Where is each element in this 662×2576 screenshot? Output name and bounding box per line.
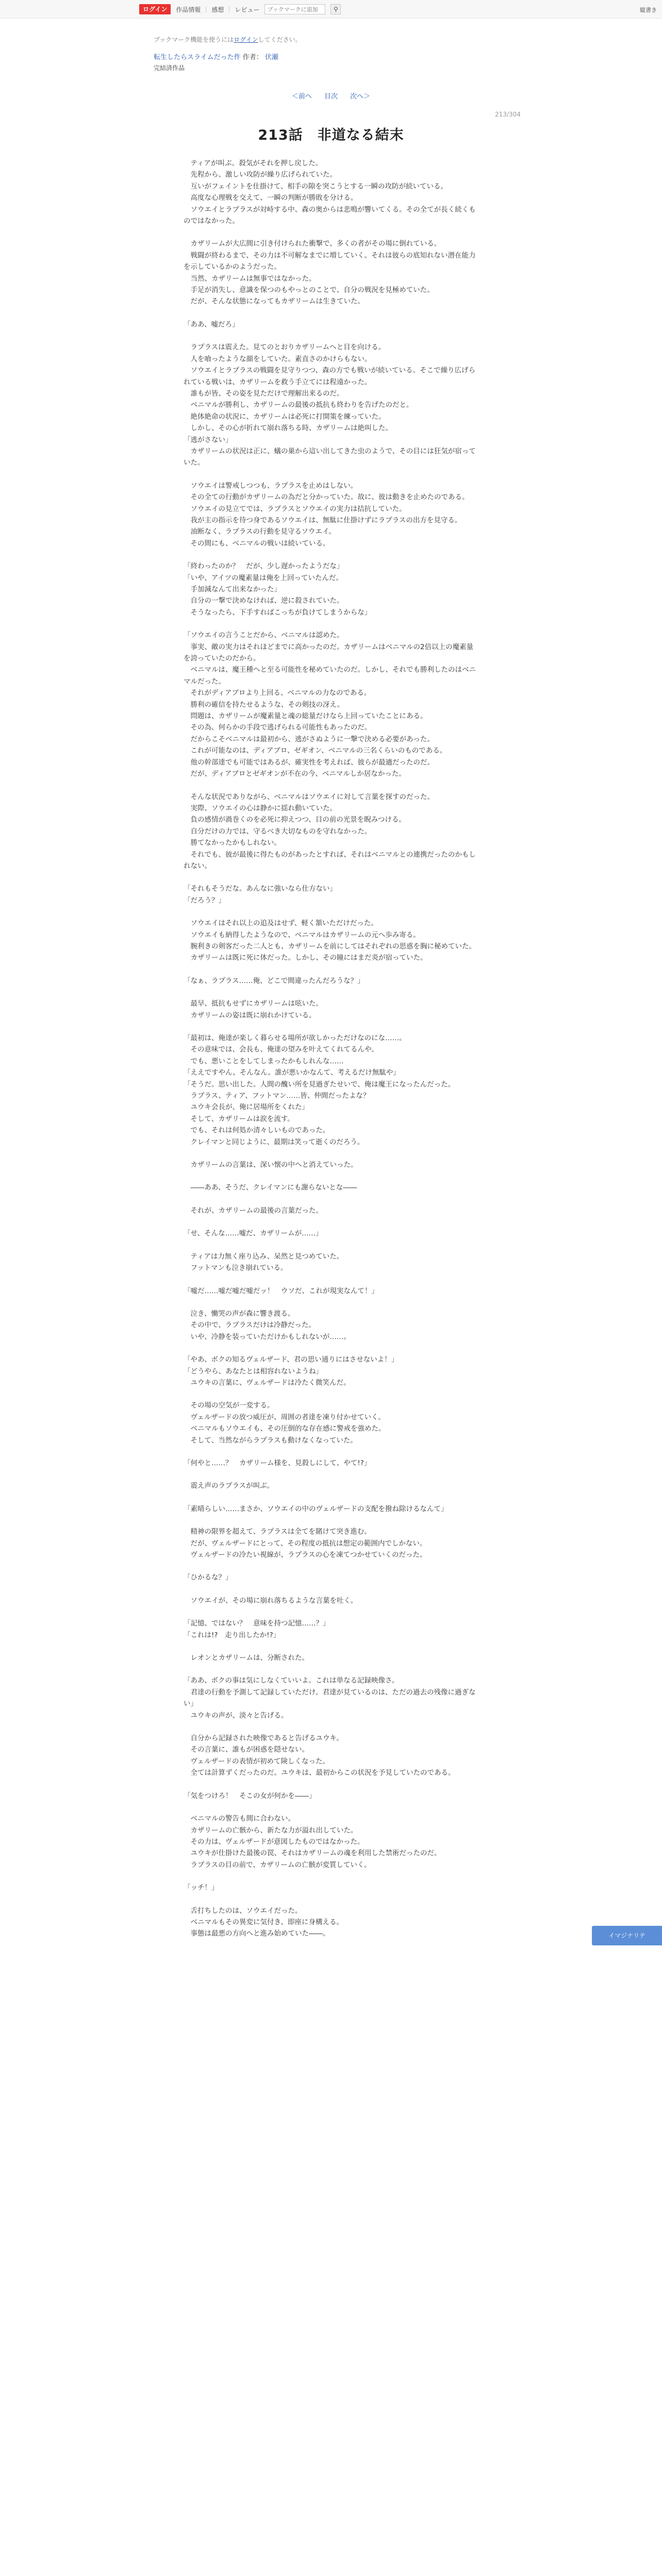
next-chapter-link[interactable]: 次へ＞ <box>350 93 371 100</box>
side-bookmark-tab[interactable]: イマジナリテ <box>592 1926 662 1945</box>
series-status: 完結済作品 <box>154 64 185 72</box>
top-navigation <box>139 4 341 14</box>
paragraph: 「ああ、嘘だろ」 <box>184 320 239 329</box>
paragraph: ソウエイが、その場に崩れ落ちるような言葉を吐く。 <box>184 1596 358 1605</box>
author-link[interactable]: 伏瀬 <box>264 54 278 61</box>
paragraph: 「終わったのか？ だが、少し遅かったようだな」 「いや、アイツの魔素量は俺を上回っていたんだ。 手加減なんて出来なかった」 自分の一撃で決めなければ、逆に殺されていた。 そうなったら、下手すればこっちが負けてしまうからな」 <box>184 562 372 617</box>
paragraph: 「ソウエイの言うことだから、ベニマルは認めた。 事実、敵の実力はそれほどまでに高かったのだ。カザリームはベニマルの2倍以上の魔素量を誇っていたのだから。 ベニマルは、魔王種へと至る可能性を秘めていたのだ。しかし、それでも勝利したのはベニマルだった。 それがディアブロより上回る、ベニマルの力なのである。 勝利の確信を持たせるような、その剣技の冴え。 問題は、カザリームが魔素量と魂の総量だけなら上回っていたことにある。 その為、何らかの手段で逃げられる可能性もあったのだ。 だからこそベニマルは最初から、逃がさぬように一撃で決める必要があった。 これが可能なのは、ディアブロ、ゼギオン、ベニマルの三名くらいのものである。 他の幹部達でも可能ではあるが、確実性を考えれば、彼らが最適だったのだ。 だが、ディアブロとゼギオンが不在の今、ベニマルしか居なかった。 <box>184 631 476 778</box>
paragraph: 「それもそうだな。あんなに強いなら仕方ない」 「だろう？」 <box>184 885 337 905</box>
paragraph: 「気をつけろ！ そこの女が何かを――」 <box>184 1791 316 1800</box>
paragraph: ティアが叫ぶ。殺気がそれを押し戻した。 先程から、激しい攻防が繰り広げられていた。 互いがフェイントを仕掛けて、相手の隙を突こうとする一瞬の攻防が続いている。 高度な心理戦を交えて、一瞬の判断が勝敗を分ける。 ソウエイとラプラスが対峙する中、森の奥からは悲鳴が響いてくる。その全てが長く続くものではなかった。 <box>184 159 476 226</box>
paragraph: ――ああ、そうだ、クレイマンにも謝らないとな―― <box>184 1183 357 1192</box>
paragraph: 「記憶、ではない？ 意味を持つ記憶……？」 「これは!? 走り出したか!?」 <box>184 1619 330 1639</box>
paragraph: 「やあ、ボクの知るヴェルザード、君の思い通りにはさせないよ！」 「どうやら、あなたとは相容れないようね」 ユウキの言葉に、ヴェルザードは冷たく微笑んだ。 <box>184 1355 399 1387</box>
paragraph: 「最初は、俺達が楽しく暮らせる場所が欲しかっただけなのにな……。 その意味では、会長も、俺達の望みを叶えてくれてるんや。 でも、悪いことをしてしまったかもしれんな…… 「ええですやん、そんなん。誰が悪いかなんて、考えるだけ無駄や」 「そうだ。思い出した。人間の醜い所を見過ぎたせいで、俺は魔王になったんだった。 ラプラス、ティア、フットマン……皆、仲間だったよな？ ユウキ会長が、俺に居場所をくれた」 そして、カザリームは涙を流す。 でも、それは何処か清々しいものであった。 クレイマンと同じように、最期は笑って逝くのだろう。 <box>184 1034 455 1146</box>
notice-login-link[interactable]: ログイン <box>234 36 258 43</box>
episode-number: 213/304 <box>495 111 521 118</box>
paragraph: ソウエイは警戒しつつも、ラプラスを止めはしない。 その全ての行動がカザリームの為だと分かっていた。故に、彼は動きを止めたのである。 ソウエイの見立てでは、ラプラスとソウエイの実力は拮抗していた。 我が主の指示を待つ身であるソウエイは、無駄に仕掛けずにラプラスの出方を見守る。 油断なく、ラプラスの行動を見守るソウエイ。 その間にも、ベニマルの戦いは続いている。 <box>190 481 469 548</box>
paragraph: 「ああ、ボクの事は気にしなくていいよ。これは単なる記録映像さ。 君達の行動を予測して記録していただけ。君達が見ているのは、ただの過去の残像に過ぎない」 ユウキの声が、淡々と告げる。 <box>184 1676 476 1720</box>
paragraph: ティアは力無く座り込み、呆然と見つめていた。 フットマンも泣き崩れている。 <box>190 1252 344 1273</box>
paragraph: カザリームの言葉は、深い懐の中へと消えていった。 <box>184 1161 358 1170</box>
author-label: 作者： <box>242 54 263 61</box>
paragraph: 「ひかるな？」 <box>184 1573 233 1582</box>
paragraph: 精神の限界を超えて、ラプラスは全てを賭けて突き進む。 だが、ヴェルザードにとって、その程度の抵抗は想定の範囲内でしかない。 ヴェルザードの冷たい視線が、ラプラスの心を凍てつかせていくのだった。 <box>190 1528 427 1559</box>
paragraph: 「素晴らしい……まさか、ソウエイの中のヴェルザードの支配を撥ね除けるなんて」 <box>184 1504 448 1513</box>
table-of-contents-link[interactable]: 目次 <box>324 93 338 100</box>
notice-text-before: ブックマーク機能を使うには <box>154 36 234 43</box>
paragraph: カザリームが大広間に引き付けられた衝撃で、多くの者がその場に倒れている。 戦闘が終わるまで、その力は不可解なまでに増していく。それは彼らの底知れない潜在能力を示しているかのようだった。 当然、カザリームは無事ではなかった。 手足が消失し、意識を保つのもやっとのことで、自分の戦況を見極めていた。 だが、そんな状態になってもカザリームは生きていた。 <box>184 240 476 306</box>
series-line <box>154 53 515 63</box>
paragraph: 「なぁ、ラプラス……俺、どこで間違ったんだろうな？」 <box>184 976 365 985</box>
search-icon[interactable]: ⚲ <box>330 4 341 14</box>
nav-impressions[interactable]: 感想 <box>211 6 224 13</box>
bookmark-input[interactable] <box>264 4 325 14</box>
vertical-writing-toggle[interactable]: 縦書き <box>640 7 657 13</box>
paragraph: それが、カザリームの最後の言葉だった。 <box>184 1206 323 1215</box>
chapter-title: 213話 非道なる結末 <box>258 127 404 143</box>
paragraph: 泣き、慟哭の声が森に響き渡る。 その中で、ラプラスだけは冷静だった。 いや、冷静を装っていただけかもしれないが……。 <box>190 1309 351 1341</box>
series-header <box>154 53 515 73</box>
top-navigation-bar <box>0 0 662 19</box>
paragraph: そんな状況でありながら、ベニマルはソウエイに対して言葉を探すのだった。 実際、ソウエイの心は静かに揺れ動いていた。 負の感情が渦巻くのを必死に抑えつつ、目の前の光景を睨みつける。 自分だけの力では、守るべき大切なものを守れなかった。 勝てなかったかもしれない。 それでも、彼が最後に得たものがあったとすれば、それはベニマルとの連携だったのかもしれない。 <box>184 792 476 870</box>
paragraph: ソウエイはそれ以上の追及はせず、軽く頷いただけだった。 ソウエイも納得したようなので、ベニマルはカザリームの元へ歩み寄る。 腕利きの剣客だった二人とも、カザリームを前にしてはそれぞれの思惑を胸に秘めていた。 カザリームは既に死に体だった。しかし、その瞳にはまだ炎が宿っていた。 <box>190 919 476 962</box>
paragraph: レオンとカザリームは、分断された。 <box>184 1654 309 1663</box>
nav-work-info[interactable]: 作品情報 <box>176 6 201 13</box>
paragraph: 最早、抵抗もせずにカザリームは呟いた。 カザリームの姿は既に崩れかけている。 <box>190 999 323 1020</box>
login-button[interactable]: ログイン <box>139 4 171 14</box>
paragraph: ベニマルの警告も間に合わない。 カザリームの亡骸から、新たな力が溢れ出していた。 その力は、ヴェルザードが意図したものではなかった。 ユウキが仕掛けた最後の罠、それはカザリームの魂を利用した禁術だったのだ。 ラプラスの目の前で、カザリームの亡骸が変質していく。 <box>190 1815 441 1869</box>
nav-reviews[interactable]: レビュー <box>235 6 260 13</box>
paragraph: 舌打ちしたのは、ソウエイだった。 ベニマルもその異変に気付き、即座に身構える。 事態は最悪の方向へと進み始めていた――。 <box>190 1906 343 1938</box>
paragraph: ラプラスは震えた。見てのとおりカザリームへと目を向ける。 人を喰ったような顔をしていた。素直さのかけらもない。 ソウエイとラプラスの戦闘を見守りつつ、森の方でも戦いが続いている。そこで繰り広げられている戦いは、カザリームを救う手立てには程遠かった。 誰もが皆、その姿を見ただけで理解出来るのだ。 ベニマルが勝利し、カザリームの最後の抵抗も終わりを告げたのだと。 絶体絶命の状況に、カザリームは必死に打開策を練っていた。 しかし、その心が折れて崩れ落ちる時、カザリームは絶叫した。 「逃がさない」 カザリームの状況は正に、蟻の巣から這い出してきた虫のようで、その目には狂気が宿っていた。 <box>184 343 476 467</box>
notice-text-after: してください。 <box>258 36 302 43</box>
chapter-body <box>184 158 480 1951</box>
paragraph: 「ッチ！」 <box>184 1884 219 1892</box>
prev-chapter-link[interactable]: ＜前へ <box>291 93 312 100</box>
paragraph: 震え声のラプラスが叫ぶ。 <box>184 1482 274 1490</box>
paragraph: その場の空気が一変する。 ヴェルザードの放つ威圧が、周囲の者達を凍り付かせていく。 ベニマルもソウエイも、その圧倒的な存在感に警戒を強めた。 そして、当然ながらラプラスも動けなくなっていた。 <box>190 1401 386 1445</box>
series-title-link[interactable]: 転生したらスライムだった件 <box>154 54 241 61</box>
paragraph: 「せ、そんな……嘘だ、カザリームが……」 <box>184 1229 323 1238</box>
paragraph: 「嘘だ……嘘だ嘘だ嘘だッ！ ウソだ、これが現実なんて！」 <box>184 1286 378 1295</box>
chapter-pager <box>0 91 662 100</box>
paragraph: 自分から記録された映像であると告げるユウキ。 その言葉に、誰もが困惑を隠せない。 ヴェルザードの表情が初めて険しくなった。 全ては計算ずくだったのだ。ユウキは、最初からこの状況を予見していたのである。 <box>190 1734 455 1777</box>
login-notice <box>154 35 302 44</box>
paragraph: 「何やと……？ カザリーム様を、見殺しにして、やて!?」 <box>184 1459 371 1467</box>
